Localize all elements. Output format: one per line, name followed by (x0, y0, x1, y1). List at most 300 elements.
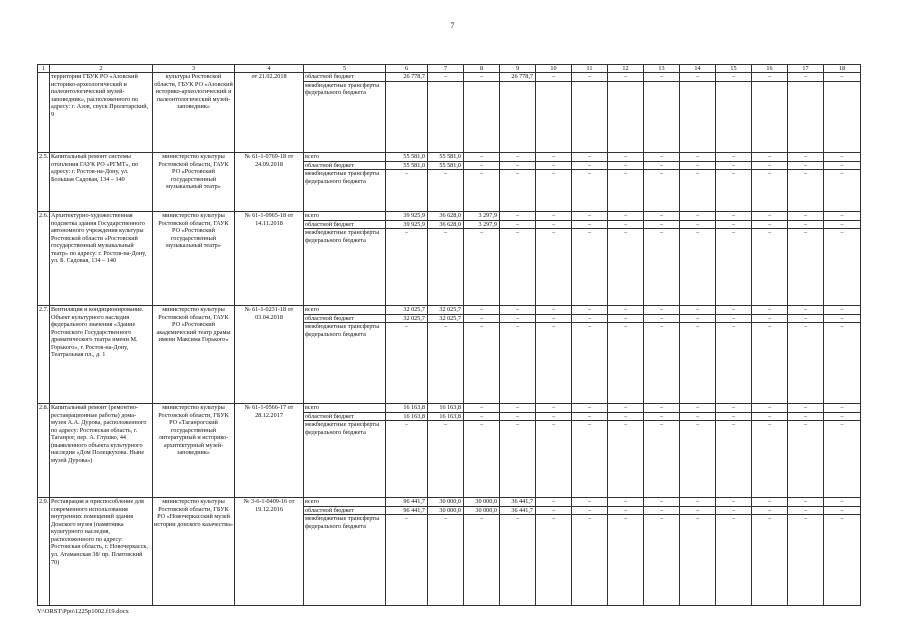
value-cell (500, 306, 536, 404)
value-cell (752, 404, 788, 498)
value: – (716, 404, 751, 413)
value: 55 581,0 (428, 162, 463, 171)
funding-source: областной бюджет (304, 73, 385, 82)
value: 32 025,7 (386, 315, 427, 324)
value: – (644, 498, 679, 507)
value-cell (788, 498, 824, 606)
funding-source: всего (304, 498, 385, 507)
column-number-header: 14 (680, 65, 716, 73)
customer-cell: министерство культуры Ростовской области, ГБУК РО «Новочеркасский музей истории донского казачества» (153, 498, 235, 606)
value: – (840, 421, 844, 429)
value: – (572, 413, 607, 422)
value: – (464, 162, 499, 171)
value: 30 000,0 (428, 507, 463, 516)
value: – (680, 404, 715, 413)
value-cell (572, 306, 608, 404)
table-row (38, 73, 861, 153)
value: – (500, 315, 535, 324)
value-cell (680, 153, 716, 212)
value-cell (824, 498, 861, 606)
value: – (551, 229, 556, 237)
table-row (38, 212, 861, 306)
customer-cell: министерство культуры Ростовской области, ГАУК РО «Ростовский академический театр драмы имени Максима Горького» (153, 306, 235, 404)
value: – (464, 404, 499, 413)
table-row (38, 498, 861, 606)
value: – (824, 212, 860, 221)
value: – (443, 323, 448, 331)
funding-source: межбюджетные трансферты федерального бюджета (305, 81, 380, 97)
value: – (608, 73, 643, 82)
funding-sources-cell (304, 153, 386, 212)
value-cell (464, 153, 500, 212)
value: – (479, 515, 484, 523)
value: – (500, 306, 535, 315)
value: – (716, 498, 751, 507)
value: 36 628,0 (428, 221, 463, 230)
value: 32 025,7 (386, 306, 427, 315)
value-cell (500, 212, 536, 306)
value: – (731, 421, 736, 429)
funding-source: всего (304, 153, 385, 162)
value: – (443, 170, 448, 178)
column-number-header: 4 (235, 65, 304, 73)
value-cell (428, 306, 464, 404)
value: – (608, 413, 643, 422)
document-cell: от 21.02.2018 (235, 73, 304, 153)
object-description: территории ГБУК РО «Азовский историко-археологический и палеонтологический музей-заповедник», расположенного по адресу: г. Азов, спуск Пролетарский, 9 (50, 73, 153, 153)
value-cell (644, 306, 680, 404)
funding-source: областной бюджет (304, 315, 385, 324)
value: – (536, 404, 571, 413)
value: – (515, 229, 520, 237)
document-cell: № 61-1-0231-18 от 03.04.2018 (235, 306, 304, 404)
funding-sources-cell (304, 498, 386, 606)
funding-source: областной бюджет (304, 162, 385, 171)
value-cell (608, 404, 644, 498)
value: 36 628,0 (428, 212, 463, 221)
funding-source: областной бюджет (304, 507, 385, 516)
value: – (716, 315, 751, 324)
value: – (464, 306, 499, 315)
value: – (623, 515, 628, 523)
value: – (752, 73, 787, 82)
value: – (752, 212, 787, 221)
funding-source: всего (304, 306, 385, 315)
value-cell (644, 498, 680, 606)
value: – (623, 323, 628, 331)
value: – (680, 306, 715, 315)
column-number-header: 13 (644, 65, 680, 73)
value-cell (680, 306, 716, 404)
value: – (659, 421, 664, 429)
object-description: Реставрация и приспособление для современного использования внутренних помещений здания Донского музея (памятника культурного наследия, расположенного по адресу: Ростовская область, г. Новочеркасск, ул. Атаманская 38/ пр. Платовский 70) (50, 498, 153, 606)
value-cell (386, 498, 428, 606)
value: – (644, 153, 679, 162)
value: – (788, 498, 823, 507)
value: – (659, 323, 664, 331)
value-cell (536, 212, 572, 306)
value: 55 581,0 (386, 162, 427, 171)
value: – (551, 323, 556, 331)
value: – (536, 507, 571, 516)
value: – (608, 162, 643, 171)
value: 30 000,0 (428, 498, 463, 507)
customer-cell: министерство культуры Ростовской области, ГБУК РО «Таганрогский государственный литературный и историко-архитектурный музей-заповедник» (153, 404, 235, 498)
value: 39 925,9 (386, 221, 427, 230)
value-cell (608, 153, 644, 212)
value-cell (680, 212, 716, 306)
value-cell (824, 212, 861, 306)
document-cell: № 61-1-0769-18 от 24.09.2018 (235, 153, 304, 212)
value: – (824, 498, 860, 507)
row-number: 2.7. (38, 306, 50, 404)
value-cell (386, 404, 428, 498)
value: – (500, 404, 535, 413)
value: – (716, 413, 751, 422)
value: – (788, 404, 823, 413)
value-cell (716, 404, 752, 498)
value: – (716, 306, 751, 315)
value-cell (752, 73, 788, 153)
customer-cell: министерство культуры Ростовской области, ГАУК РО «Ростовский государственный музыкальный театр» (153, 153, 235, 212)
value: – (767, 170, 772, 178)
value-cell (788, 153, 824, 212)
value: – (680, 73, 715, 82)
value: – (824, 73, 860, 82)
value: – (500, 212, 535, 221)
value: – (680, 162, 715, 171)
value-cell (644, 153, 680, 212)
value: – (680, 221, 715, 230)
value-cell (788, 306, 824, 404)
value-cell (608, 306, 644, 404)
value-cell (752, 212, 788, 306)
value: – (803, 170, 808, 178)
value: – (752, 498, 787, 507)
value: – (443, 421, 448, 429)
value-cell (824, 153, 861, 212)
value: – (644, 315, 679, 324)
value: – (587, 229, 592, 237)
value: – (500, 162, 535, 171)
value: – (644, 221, 679, 230)
funding-sources-cell (304, 212, 386, 306)
value: – (788, 221, 823, 230)
funding-source: всего (304, 404, 385, 413)
funding-source: областной бюджет (304, 221, 385, 230)
document-cell: № 61-1-0566-17 от 28.12.2017 (235, 404, 304, 498)
value-cell (788, 73, 824, 153)
value: – (536, 413, 571, 422)
value: – (536, 315, 571, 324)
value: – (659, 515, 664, 523)
value-cell (572, 404, 608, 498)
column-number-header: 12 (608, 65, 644, 73)
value: – (695, 229, 700, 237)
value-cell (752, 153, 788, 212)
value: – (644, 413, 679, 422)
value: – (767, 515, 772, 523)
column-number-header: 8 (464, 65, 500, 73)
value: – (479, 170, 484, 178)
value: 96 441,7 (386, 507, 427, 516)
value: – (572, 153, 607, 162)
value: – (587, 323, 592, 331)
value: – (788, 212, 823, 221)
value: – (752, 315, 787, 324)
value: – (716, 221, 751, 230)
value: – (623, 421, 628, 429)
value-cell (386, 153, 428, 212)
value-cell (500, 498, 536, 606)
row-number: 2.8. (38, 404, 50, 498)
value: – (644, 212, 679, 221)
value: – (767, 229, 772, 237)
customer-cell: министерство культуры Ростовской области, ГАУК РО «Ростовский государственный музыкальный театр» (153, 212, 235, 306)
table-row (38, 404, 861, 498)
value: – (680, 413, 715, 422)
value: – (824, 315, 860, 324)
value: – (824, 404, 860, 413)
value-cell (788, 212, 824, 306)
funding-source: межбюджетные трансферты федерального бюджета (305, 421, 380, 436)
value-cell (386, 212, 428, 306)
value: – (644, 404, 679, 413)
value: – (479, 421, 484, 429)
value: – (572, 315, 607, 324)
value: – (515, 170, 520, 178)
funding-sources-cell (304, 73, 386, 153)
value: 30 000,0 (464, 498, 499, 507)
value: – (428, 73, 463, 82)
value-cell (680, 404, 716, 498)
value-cell (752, 498, 788, 606)
value-cell (716, 498, 752, 606)
value: – (788, 507, 823, 516)
value-blank (500, 82, 535, 90)
value: 36 441,7 (500, 498, 535, 507)
document-cell: № 3-6-1-0409-16 от 19.12.2016 (235, 498, 304, 606)
value: – (515, 323, 520, 331)
value: – (680, 507, 715, 516)
value-cell (788, 404, 824, 498)
value: – (608, 153, 643, 162)
funding-source: межбюджетные трансферты федерального бюджета (305, 515, 380, 530)
value-blank (536, 82, 571, 90)
value: – (479, 229, 484, 237)
value: – (788, 73, 823, 82)
value-cell (386, 306, 428, 404)
column-number-header: 6 (386, 65, 428, 73)
value-cell (824, 73, 861, 153)
value: 96 441,7 (386, 498, 427, 507)
value: – (752, 507, 787, 516)
value: – (608, 306, 643, 315)
budget-table (37, 64, 861, 606)
value: 32 025,7 (428, 315, 463, 324)
value-cell (644, 404, 680, 498)
value-cell (644, 73, 680, 153)
value: – (572, 306, 607, 315)
row-number: 2.9. (38, 498, 50, 606)
value: – (608, 221, 643, 230)
value: – (752, 153, 787, 162)
file-path-footer: Y:\ORST\Ppo\1225p1002.f19.docx (37, 608, 129, 615)
value: – (500, 413, 535, 422)
value: – (752, 221, 787, 230)
value-cell (428, 404, 464, 498)
value-cell (716, 153, 752, 212)
value: – (824, 306, 860, 315)
value: – (404, 323, 409, 331)
value: – (515, 515, 520, 523)
value: – (536, 221, 571, 230)
value: – (731, 170, 736, 178)
value: – (840, 229, 844, 237)
value: – (716, 73, 751, 82)
value: – (608, 498, 643, 507)
column-number-header: 16 (752, 65, 788, 73)
column-number-header: 15 (716, 65, 752, 73)
column-number-header: 1 (38, 65, 50, 73)
value-blank (644, 82, 679, 90)
value: – (587, 170, 592, 178)
funding-sources-cell (304, 306, 386, 404)
value: – (803, 323, 808, 331)
value: – (695, 170, 700, 178)
value: – (443, 229, 448, 237)
value: – (840, 170, 844, 178)
value-cell (386, 73, 428, 153)
value-cell (716, 212, 752, 306)
value-cell (536, 306, 572, 404)
value-cell (680, 73, 716, 153)
value: – (803, 515, 808, 523)
value: – (644, 306, 679, 315)
value: – (695, 515, 700, 523)
value: – (404, 515, 409, 523)
table-row (38, 306, 861, 404)
value-cell (608, 212, 644, 306)
value-cell (428, 498, 464, 606)
value: – (536, 306, 571, 315)
value-cell (644, 212, 680, 306)
value: 26 778,7 (500, 73, 535, 82)
value: – (572, 498, 607, 507)
value: – (464, 153, 499, 162)
value: – (788, 413, 823, 422)
value: 16 163,8 (428, 404, 463, 413)
value: – (572, 212, 607, 221)
value-blank (386, 82, 427, 90)
value: – (551, 515, 556, 523)
value: – (464, 315, 499, 324)
value: 3 297,9 (464, 212, 499, 221)
value: – (716, 162, 751, 171)
row-number (38, 73, 50, 153)
value: – (824, 153, 860, 162)
value: – (731, 229, 736, 237)
value: – (587, 515, 592, 523)
value-cell (572, 212, 608, 306)
value-blank (608, 82, 643, 90)
value-blank (824, 82, 860, 90)
funding-source: межбюджетные трансферты федерального бюджета (305, 229, 380, 244)
value-blank (752, 82, 787, 90)
column-number-header: 11 (572, 65, 608, 73)
value: – (788, 153, 823, 162)
value: – (824, 162, 860, 171)
value: – (767, 421, 772, 429)
value: – (500, 221, 535, 230)
value-cell (536, 73, 572, 153)
row-number: 2.5. (38, 153, 50, 212)
column-number-header: 5 (304, 65, 386, 73)
value: – (536, 153, 571, 162)
value: – (536, 212, 571, 221)
value: – (623, 229, 628, 237)
value: – (716, 507, 751, 516)
value: – (731, 323, 736, 331)
value-cell (428, 212, 464, 306)
value: – (680, 498, 715, 507)
value: – (572, 507, 607, 516)
value-cell (572, 153, 608, 212)
value: – (515, 421, 520, 429)
funding-sources-cell (304, 404, 386, 498)
value-cell (464, 404, 500, 498)
value-blank (788, 82, 823, 90)
column-number-header: 10 (536, 65, 572, 73)
table-row (38, 153, 861, 212)
value: – (680, 315, 715, 324)
value: 3 297,9 (464, 221, 499, 230)
value: – (840, 323, 844, 331)
value: – (536, 162, 571, 171)
value: – (695, 421, 700, 429)
value: – (752, 404, 787, 413)
value-cell (536, 498, 572, 606)
page-number: 7 (450, 21, 455, 30)
value-cell (572, 498, 608, 606)
value: – (464, 73, 499, 82)
value-cell (500, 73, 536, 153)
value-cell (824, 404, 861, 498)
value: – (840, 515, 844, 523)
value: – (824, 507, 860, 516)
value: – (644, 73, 679, 82)
value-cell (824, 306, 861, 404)
value: – (404, 229, 409, 237)
column-number-header: 3 (153, 65, 235, 73)
value: – (404, 421, 409, 429)
value: – (695, 323, 700, 331)
column-number-header: 17 (788, 65, 824, 73)
value: – (572, 73, 607, 82)
value: 32 025,7 (428, 306, 463, 315)
value: – (464, 413, 499, 422)
value: – (443, 515, 448, 523)
value-cell (464, 306, 500, 404)
value: – (680, 153, 715, 162)
value: – (716, 153, 751, 162)
value-cell (428, 153, 464, 212)
object-description: Капитальный ремонт (ремонтно-реставрационные работы) дома-музея А.А. Дурова, расположенного по адресу: Ростовская область, г. Таганрог, пер. А. Глушко, 44 (выявленного объекта культурного наследия «Дом Полецкухова. Ныне музей Дурова») (50, 404, 153, 498)
value-cell (752, 306, 788, 404)
value-blank (680, 82, 715, 90)
value: – (803, 229, 808, 237)
value: 16 163,8 (386, 413, 427, 422)
